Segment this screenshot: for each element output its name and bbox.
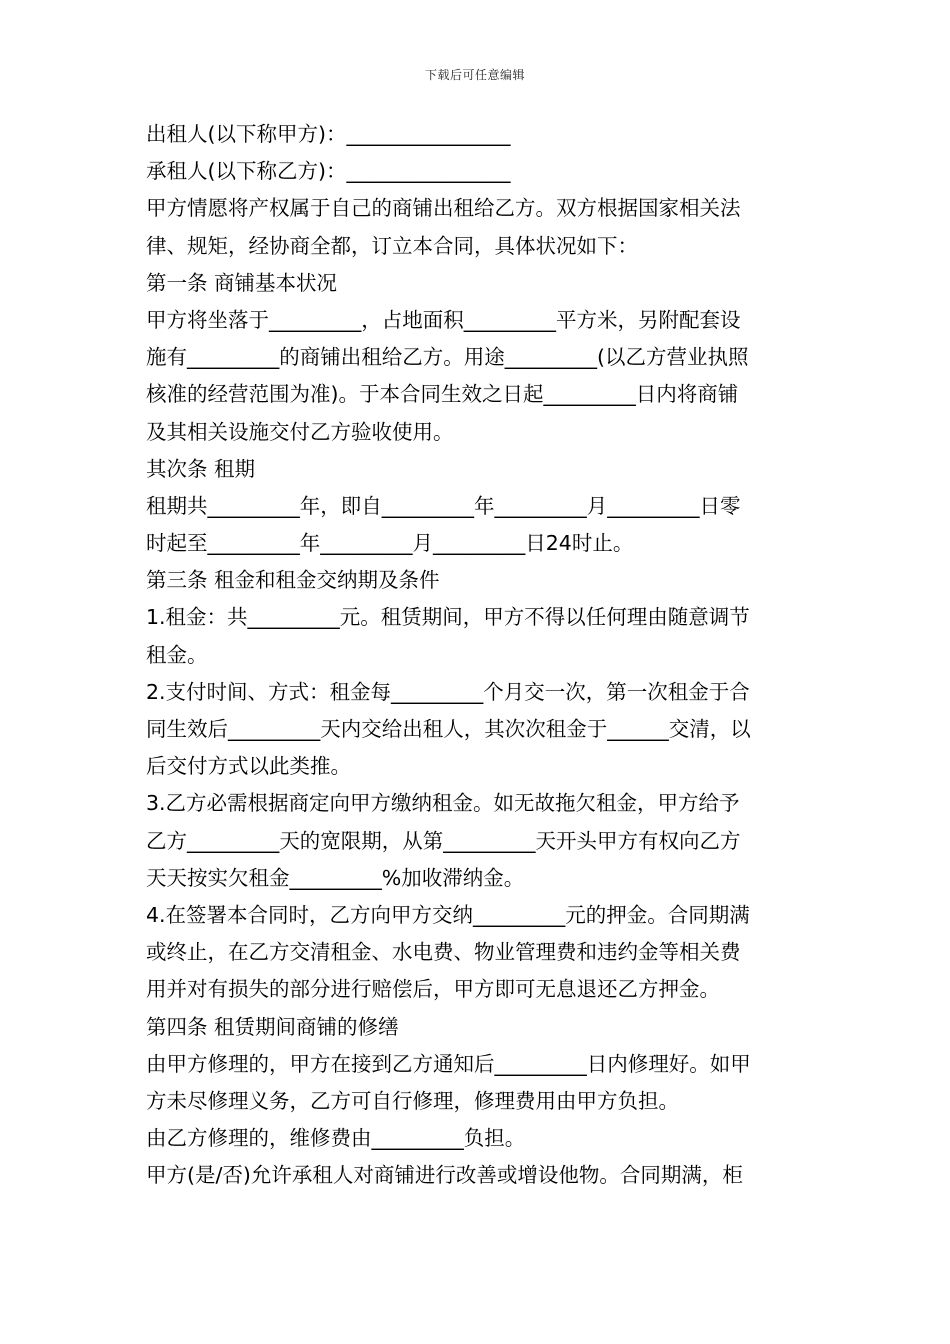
clause-line: 4.在签署本合同时，乙方向甲方交纳_________元的押金。合同期满 (146, 902, 750, 927)
lessor-line: 出租人(以下称甲方)：________________ (146, 122, 511, 146)
paragraph-line: 甲方(是/否)允许承租人对商铺进行改善或增设他物。合同期满，柜 (146, 1163, 743, 1188)
clause-line: 3.乙方必需根据商定向甲方缴纳租金。如无故拖欠租金，甲方给予 (146, 791, 740, 816)
section-heading: 第一条 商铺基本状况 (146, 270, 338, 295)
paragraph-line: 及其相关设施交付乙方验收使用。 (146, 419, 454, 444)
clause-line: 1.租金：共_________元。租赁期间，甲方不得以任何理由随意调节 (146, 605, 750, 630)
section-heading: 第三条 租金和租金交纳期及条件 (146, 568, 440, 593)
clause-line: 同生效后_________天内交给出租人，其次次租金于______交清，以 (146, 717, 751, 741)
clause-line: 或终止，在乙方交清租金、水电费、物业管理费和违约金等相关费 (146, 940, 741, 965)
section-heading: 其次条 租期 (146, 456, 256, 481)
paragraph-line: 方未尽修理义务，乙方可自行修理，修理费用由甲方负担。 (146, 1088, 679, 1113)
clause-line: 2.支付时间、方式：租金每_________个月交一次，第一次租金于合 (146, 679, 750, 704)
paragraph-line: 由甲方修理的，甲方在接到乙方通知后_________日内修理好。如甲 (146, 1051, 751, 1076)
intro-line: 律、规矩，经协商全都，订立本合同，具体状况如下： (146, 233, 638, 258)
section-heading: 第四条 租赁期间商铺的修缮 (146, 1014, 399, 1039)
paragraph-line: 租期共_________年，即自_________年_________月_________日零 (146, 493, 741, 518)
clause-line: 用并对有损失的部分进行赔偿后，甲方即可无息退还乙方押金。 (146, 977, 720, 1002)
paragraph-line: 时起至_________年_________月_________日24时止。 (146, 531, 634, 556)
paragraph-line: 由乙方修理的，维修费由_________负担。 (146, 1126, 526, 1151)
intro-line: 甲方情愿将产权属于自己的商铺出租给乙方。双方根据国家相关法 (146, 196, 741, 221)
paragraph-line: 核准的经营范围为准)。于本合同生效之日起_________日内将商铺 (146, 382, 739, 407)
document-body (146, 116, 810, 1194)
lessee-line: 承租人(以下称乙方)：________________ (146, 159, 511, 184)
clause-line: 天天按实欠租金_________%加收滞纳金。 (146, 865, 525, 890)
paragraph-line: 施有_________的商铺出租给乙方。用途_________(以乙方营业执照 (146, 345, 749, 370)
page-header: 下载后可任意编辑 (424, 68, 525, 82)
clause-line: 租金。 (146, 642, 208, 667)
clause-line: 乙方_________天的宽限期，从第_________天开头甲方有权向乙方 (146, 828, 741, 853)
paragraph-line: 甲方将坐落于_________，占地面积_________平方米，另附配套设 (146, 307, 741, 332)
clause-line: 后交付方式以此类推。 (146, 754, 351, 779)
